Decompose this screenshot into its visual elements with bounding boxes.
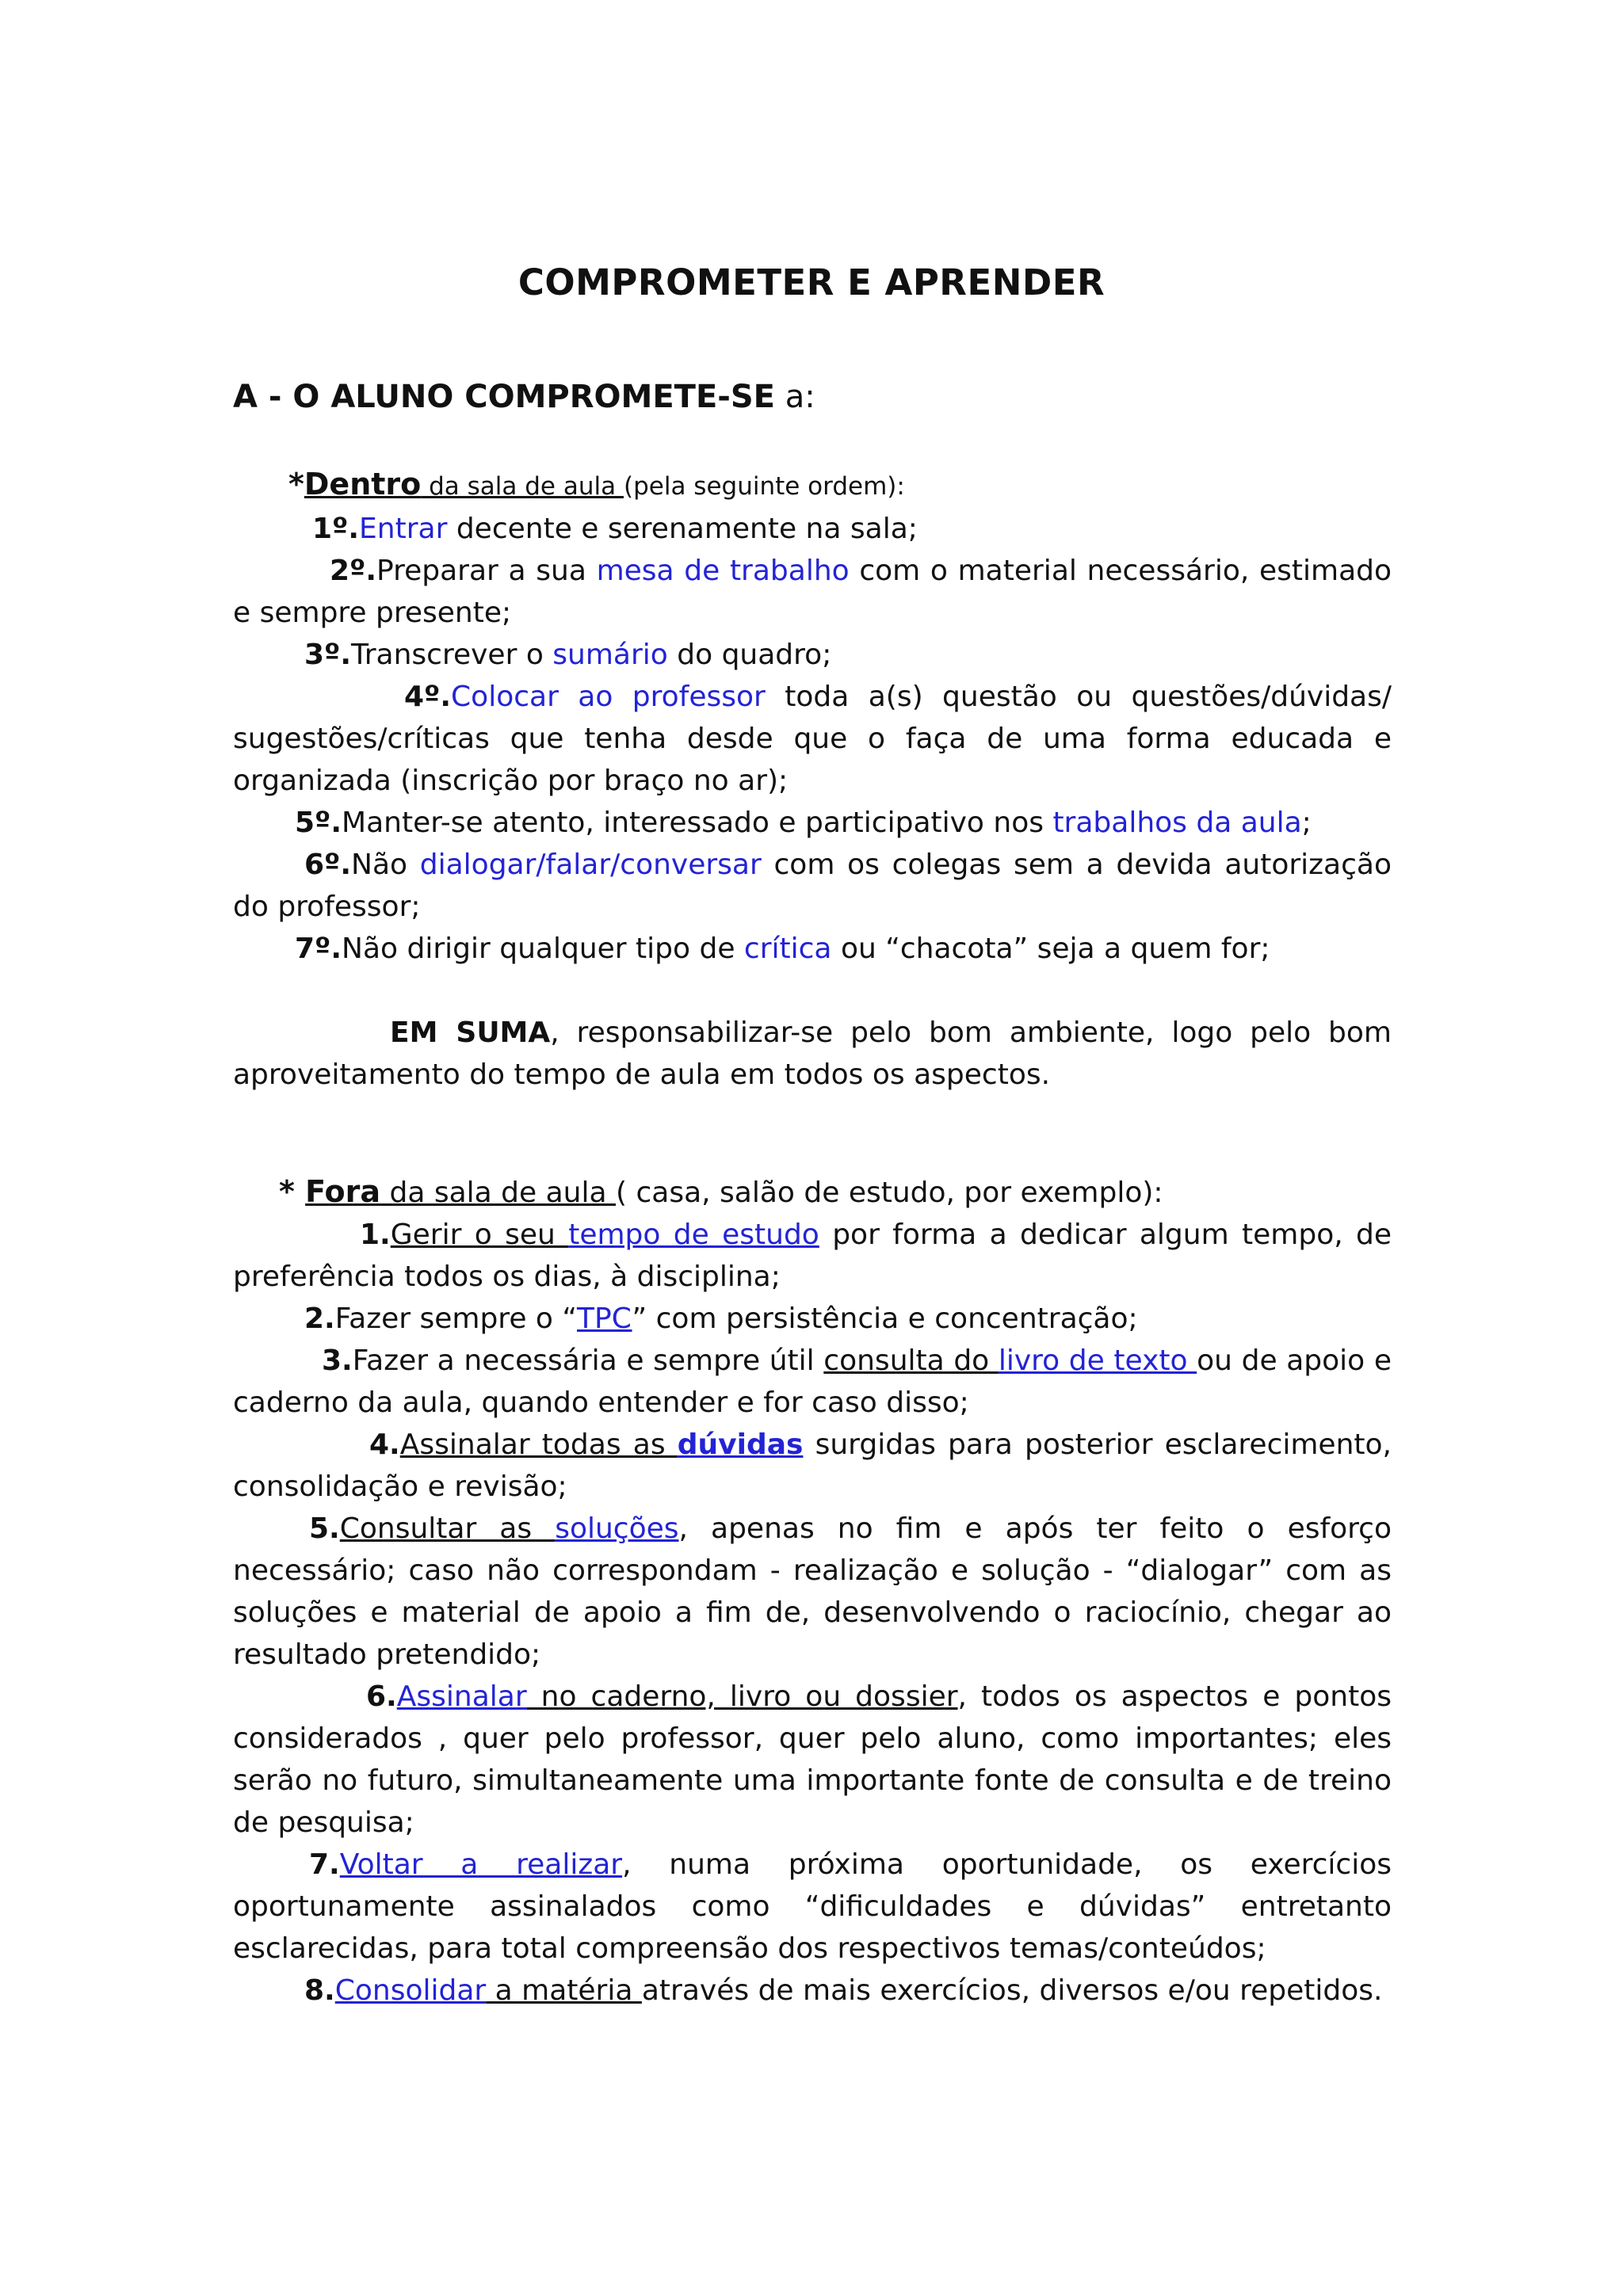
keyword-link: Assinalar: [396, 1680, 527, 1713]
keyword-link: Entrar: [359, 513, 448, 545]
keyword-link: livro de texto: [998, 1344, 1197, 1377]
heading-tail: a:: [775, 379, 815, 415]
heading-lead: A - O ALUNO COMPROMETE-SE: [233, 379, 776, 415]
keyword-link: crítica: [743, 933, 832, 965]
list-item: 3.Fazer a necessária e sempre útil consulta do livro de texto ou de apoio e caderno da aula, quando entender e for caso disso;: [233, 1344, 1392, 1419]
list-item: 2º.Preparar a sua mesa de trabalho com o material necessário, estimado e sempre presente;: [233, 555, 1392, 629]
dentro-word: Dentro: [304, 467, 422, 502]
list-item: 4.Assinalar todas as dúvidas surgidas para posterior esclarecimento, consolidação e revisão;: [233, 1428, 1392, 1503]
keyword-link: Colocar ao professor: [451, 681, 766, 713]
keyword-link: dialogar/falar/conversar: [419, 849, 762, 881]
fora-word: Fora: [305, 1174, 381, 1209]
list-item: 2.Fazer sempre o “TPC” com persistência e concentração;: [304, 1302, 1138, 1335]
summary-paragraph: EM SUMA, responsabilizar-se pelo bom ambiente, logo pelo bom aproveitamento do tempo de aula em todos os aspectos.: [233, 1016, 1392, 1091]
keyword-link: tempo de estudo: [568, 1219, 819, 1251]
fora-subheading: * Fora da sala de aula ( casa, salão de estudo, por exemplo):: [279, 1174, 1163, 1209]
list-item: 1.Gerir o seu tempo de estudo por forma a dedicar algum tempo, de preferência todos os dias, à disciplina;: [233, 1219, 1392, 1293]
dentro-section: [233, 463, 1392, 1096]
list-item: 8.Consolidar a matéria através de mais exercícios, diversos e/ou repetidos.: [304, 1974, 1383, 2007]
list-item: 7.Voltar a realizar, numa próxima oportunidade, os exercícios oportunamente assinalados como “dificuldades e dúvidas” entretanto esclarecidas, para total compreensão dos respectivos temas/conteúdos;: [233, 1848, 1392, 1965]
list-item: 3º.Transcrever o sumário do quadro;: [304, 639, 832, 671]
list-item: 7º.Não dirigir qualquer tipo de crítica ou “chacota” seja a quem for;: [295, 933, 1270, 965]
keyword-link: Voltar a realizar: [339, 1848, 623, 1881]
keyword-link: sumário: [552, 639, 668, 671]
list-item: 5º.Manter-se atento, interessado e participativo nos trabalhos da aula;: [295, 807, 1312, 839]
list-item: 5.Consultar as soluções, apenas no fim e após ter feito o esforço necessário; caso não correspondam - realização e solução - “dialogar” com as soluções e material de apoio a fim de, desenvolvendo o raciocínio, chegar ao resultado pretendido;: [233, 1512, 1392, 1671]
fora-section: [233, 1171, 1392, 2012]
keyword-link: Consolidar: [334, 1974, 487, 2007]
keyword-link: dúvidas: [677, 1428, 804, 1461]
keyword-link: soluções: [555, 1512, 679, 1545]
list-item: 1º.Entrar decente e serenamente na sala;: [312, 513, 918, 545]
keyword-link: TPC: [577, 1302, 632, 1335]
page-title: COMPROMETER E APRENDER: [517, 261, 1106, 303]
keyword-link: mesa de trabalho: [596, 555, 850, 587]
section-heading: [233, 379, 815, 415]
list-item: 4º.Colocar ao professor toda a(s) questão ou questões/dúvidas/ sugestões/críticas que tenha desde que o faça de uma forma educada e organizada (inscrição por braço no ar);: [233, 681, 1392, 797]
keyword-link: trabalhos da aula: [1052, 807, 1302, 839]
list-item: 6º.Não dialogar/falar/conversar com os colegas sem a devida autorização do professor;: [233, 849, 1392, 923]
dentro-subheading: *Dentro da sala de aula (pela seguinte ordem):: [288, 467, 905, 502]
list-item: 6.Assinalar no caderno, livro ou dossier, todos os aspectos e pontos considerados , quer pelo professor, quer pelo aluno, como importantes; eles serão no futuro, simultaneamente uma importante fonte de consulta e de treino de pesquisa;: [233, 1680, 1392, 1839]
